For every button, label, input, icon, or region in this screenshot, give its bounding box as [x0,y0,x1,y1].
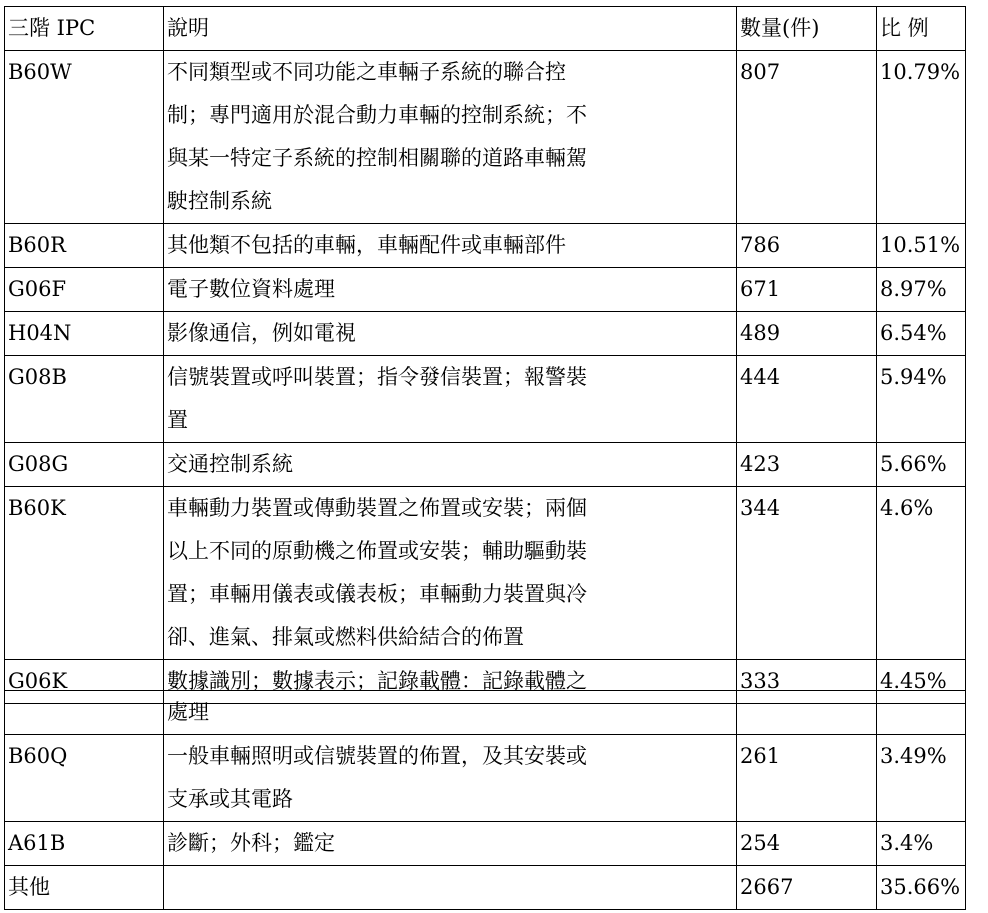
cell-ratio: 5.94% [877,356,966,443]
cell-ratio: 10.79% [877,51,966,224]
description-line: 置；車輛用儀表或儀表板；車輛動力裝置與冷 [167,582,587,606]
description-line: 處理 [167,700,209,724]
description-line: 制；專門適用於混合動力車輛的控制系統；不 [167,103,587,127]
table-row [5,822,966,866]
cell-ratio: 5.66% [877,443,966,487]
cell-description [164,866,737,910]
table-row [5,866,966,910]
cell-ipc: B60R [5,224,164,268]
cell-ratio [877,691,966,735]
description-line: 不同類型或不同功能之車輛子系統的聯合控 [167,60,566,84]
table-row [5,224,966,268]
description-line: 支承或其電路 [167,787,293,811]
cell-ratio: 4.6% [877,487,966,660]
cell-ipc: G08B [5,356,164,443]
cell-description [164,224,737,268]
ipc-table-part-1 [4,6,966,704]
cell-description [164,691,737,735]
cell-ratio: 35.66% [877,866,966,910]
description-line: 一般車輛照明或信號裝置的佈置，及其安裝或 [167,744,587,768]
description-line: 其他類不包括的車輛，車輛配件或車輛部件 [167,233,566,257]
cell-count: 489 [737,312,877,356]
description-line: 數據識別；數據表示；記錄載體：記錄載體之 [167,669,587,693]
cell-ipc: B60W [5,51,164,224]
cell-ratio: 4.45% [877,660,966,704]
cell-description [164,443,737,487]
description-line [167,866,736,909]
cell-description [164,487,737,660]
ipc-table-body-continued [5,691,966,910]
cell-ipc: B60K [5,487,164,660]
cell-count: 423 [737,443,877,487]
description-line: 卻、進氣、排氣或燃料供給結合的佈置 [167,625,524,649]
cell-description [164,51,737,224]
header-count: 數量(件) [737,7,877,51]
cell-count: 261 [737,735,877,822]
cell-ratio: 10.51% [877,224,966,268]
table-row [5,443,966,487]
cell-count [737,691,877,735]
description-line: 影像通信，例如電視 [167,321,356,345]
description-line: 駛控制系統 [167,189,272,213]
cell-ratio: 8.97% [877,268,966,312]
table-row [5,487,966,660]
description-line: 信號裝置或呼叫裝置；指令發信裝置；報警裝 [167,365,587,389]
table-row [5,356,966,443]
ipc-table-part-2 [4,690,966,910]
cell-ipc: A61B [5,822,164,866]
table-row [5,51,966,224]
cell-ipc: B60Q [5,735,164,822]
description-line: 診斷；外科；鑑定 [167,831,335,855]
header-ipc: 三階 IPC [5,7,164,51]
table-row [5,312,966,356]
cell-count: 807 [737,51,877,224]
cell-description [164,268,737,312]
cell-count: 333 [737,660,877,704]
header-ratio: 比 例 [877,7,966,51]
cell-count: 344 [737,487,877,660]
cell-description [164,822,737,866]
cell-ipc [5,691,164,735]
header-row [5,7,966,51]
cell-count: 254 [737,822,877,866]
ipc-table-body [5,7,966,704]
cell-ratio: 3.49% [877,735,966,822]
cell-count: 444 [737,356,877,443]
cell-description [164,312,737,356]
header-desc: 說明 [164,7,737,51]
cell-ipc: G06F [5,268,164,312]
description-line: 電子數位資料處理 [167,277,335,301]
cell-ipc: 其他 [5,866,164,910]
table-row [5,691,966,735]
cell-ipc: G06K [5,660,164,704]
cell-count: 671 [737,268,877,312]
cell-ipc: G08G [5,443,164,487]
cell-count: 786 [737,224,877,268]
cell-ratio: 3.4% [877,822,966,866]
table-row [5,268,966,312]
description-line: 與某一特定子系統的控制相關聯的道路車輛駕 [167,146,587,170]
cell-description [164,735,737,822]
table-row [5,735,966,822]
cell-count: 2667 [737,866,877,910]
description-line: 置 [167,408,188,432]
description-line: 車輛動力裝置或傳動裝置之佈置或安裝；兩個 [167,496,587,520]
description-line: 以上不同的原動機之佈置或安裝；輔助驅動裝 [167,539,587,563]
description-line: 交通控制系統 [167,452,293,476]
cell-description [164,356,737,443]
cell-ipc: H04N [5,312,164,356]
cell-ratio: 6.54% [877,312,966,356]
